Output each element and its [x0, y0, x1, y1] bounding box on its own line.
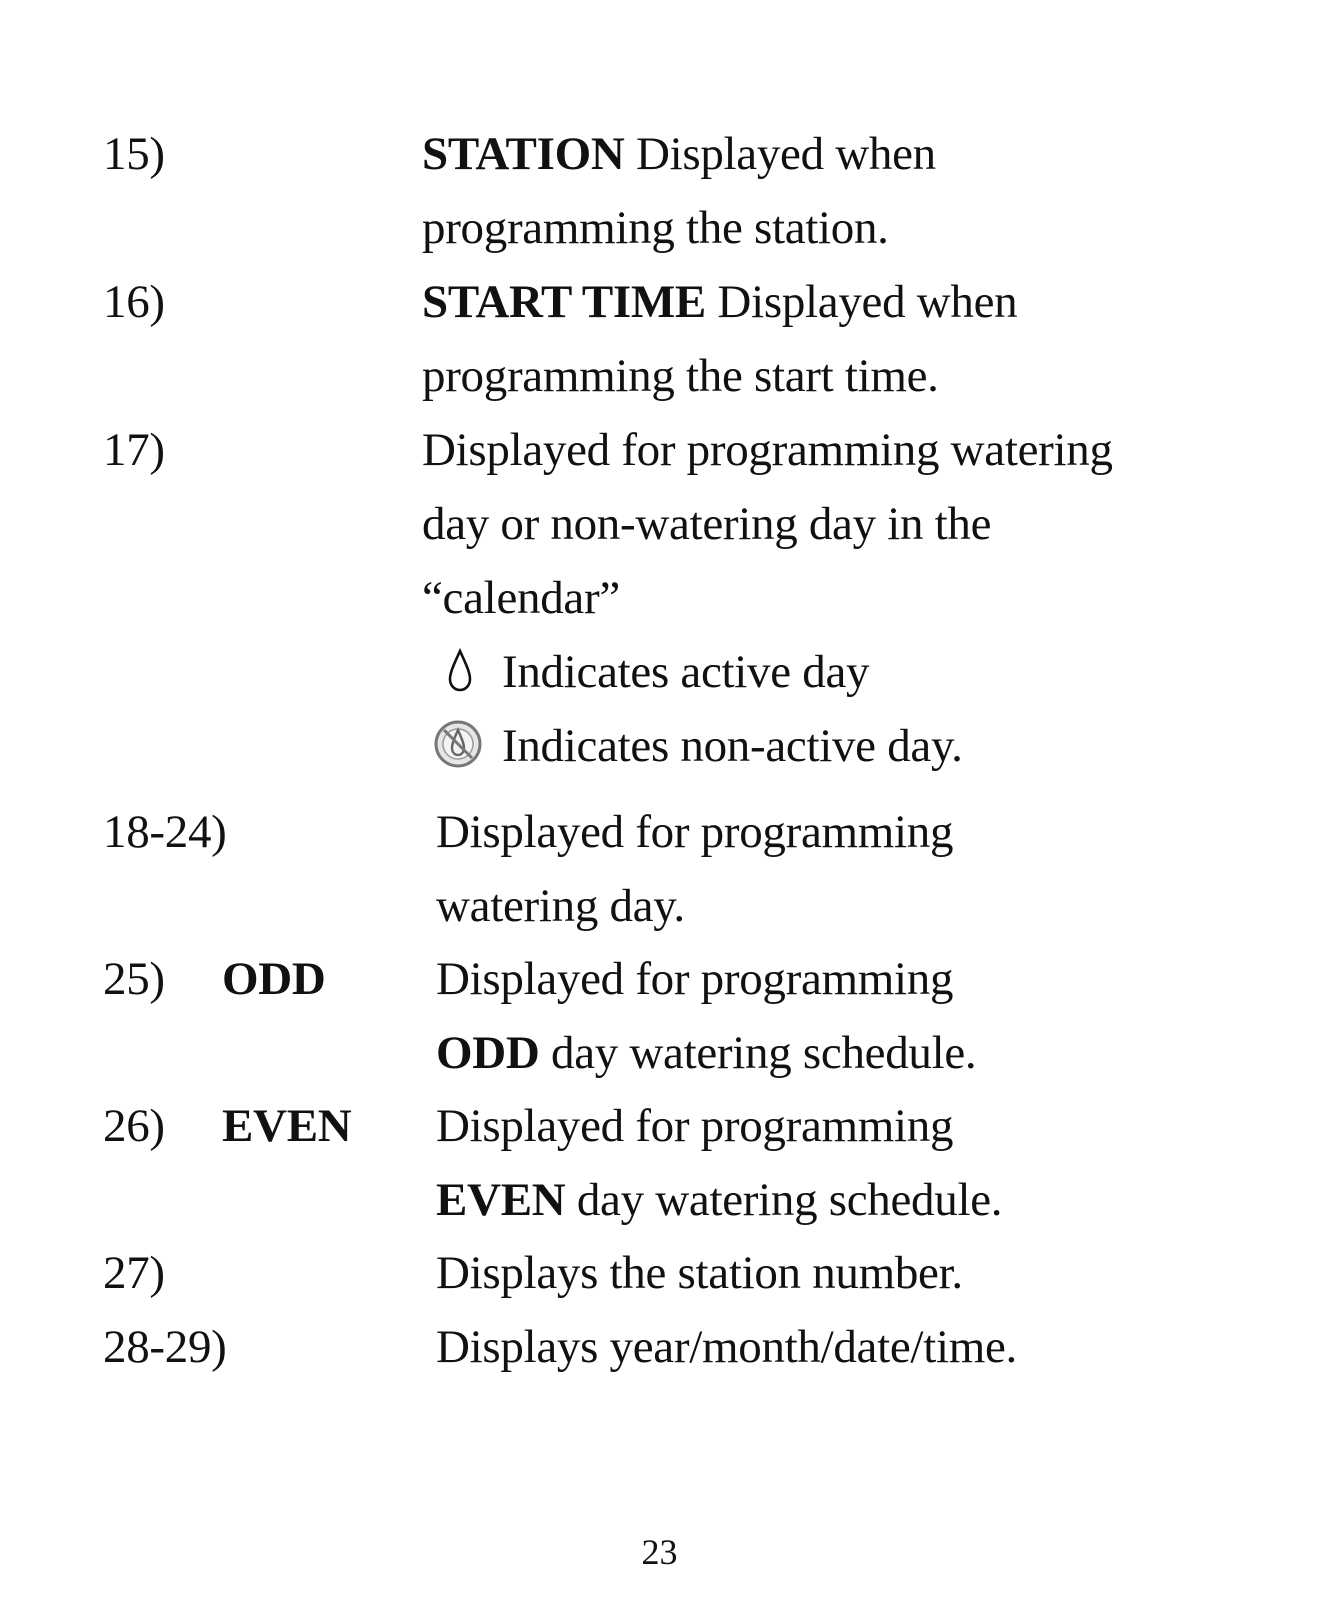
drop-outline-icon	[445, 648, 475, 692]
item-number: 17)	[103, 424, 165, 476]
item-description: Displays the station number.	[436, 1247, 963, 1299]
item-description-cont: ODD day watering schedule.	[436, 1027, 977, 1079]
item-number: 16)	[103, 276, 165, 328]
item-description-cont: day or non-watering day in the	[422, 498, 992, 550]
even-label: EVEN	[436, 1174, 566, 1226]
item-description: Displayed for programming	[436, 806, 954, 858]
item-number: 18-24)	[103, 806, 227, 858]
item-description-cont: watering day.	[436, 880, 685, 932]
item-description: Displays year/month/date/time.	[436, 1321, 1017, 1373]
page-number: 23	[641, 1532, 678, 1572]
item-description: Displayed for programming watering	[422, 424, 1113, 476]
item-description: Displayed for programming	[436, 953, 954, 1005]
active-day-text: Indicates active day	[502, 646, 870, 698]
crossed-drop-icon	[432, 718, 484, 770]
item-description: Displayed for programming	[436, 1100, 954, 1152]
start-time-label: START TIME	[422, 276, 706, 328]
non-active-day-text: Indicates non-active day.	[502, 720, 963, 772]
station-label: STATION	[422, 128, 625, 180]
item-number: 27)	[103, 1247, 165, 1299]
item-description: STATION Displayed when	[422, 128, 936, 180]
item-description-cont: programming the start time.	[422, 350, 939, 402]
even-tag: EVEN	[222, 1100, 352, 1152]
item-description: START TIME Displayed when	[422, 276, 1018, 328]
odd-tag: ODD	[222, 953, 326, 1005]
item-description-cont: “calendar”	[422, 572, 620, 624]
item-number: 15)	[103, 128, 165, 180]
item-number: 28-29)	[103, 1321, 227, 1373]
item-number: 25)	[103, 953, 165, 1005]
item-description-cont: programming the station.	[422, 202, 889, 254]
item-number: 26)	[103, 1100, 165, 1152]
odd-label: ODD	[436, 1027, 540, 1079]
item-description-cont: EVEN day watering schedule.	[436, 1174, 1003, 1226]
